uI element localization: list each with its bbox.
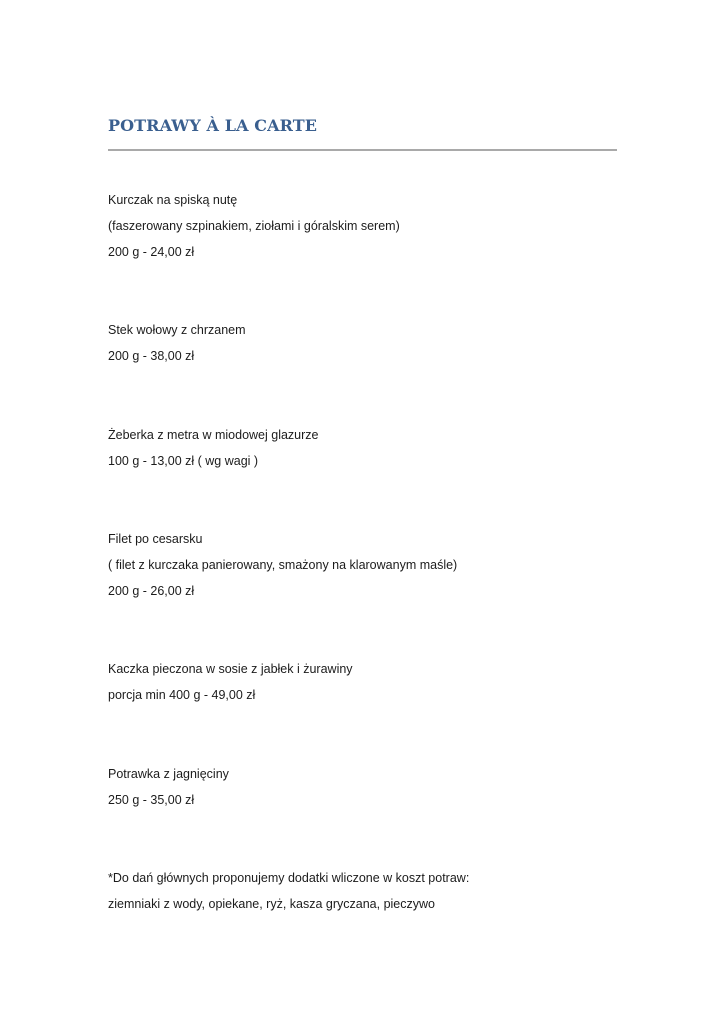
dish-description-filet: ( filet z kurczaka panierowany, smażony na klarowanym maśle) <box>108 558 458 572</box>
title-divider <box>108 149 617 151</box>
dish-description-kurczak: (faszerowany szpinakiem, ziołami i góralskim serem) <box>108 219 400 233</box>
dish-price-zeberka: 100 g - 13,00 zł ( wg wagi ) <box>108 454 259 468</box>
dish-price-filet: 200 g - 26,00 zł <box>108 584 195 598</box>
dish-name-kurczak: Kurczak na spiską nutę <box>108 193 238 207</box>
dish-price-potrawka: 250 g - 35,00 zł <box>108 793 195 807</box>
dish-name-potrawka: Potrawka z jagnięciny <box>108 767 229 781</box>
dish-name-filet: Filet po cesarsku <box>108 532 203 546</box>
dish-name-kaczka: Kaczka pieczona w sosie z jabłek i żurawiny <box>108 662 353 676</box>
dish-name-stek: Stek wołowy z chrzanem <box>108 323 246 337</box>
side-dishes-list: ziemniaki z wody, opiekane, ryż, kasza gryczana, pieczywo <box>108 897 435 911</box>
dish-price-stek: 200 g - 38,00 zł <box>108 349 195 363</box>
dish-price-kurczak: 200 g - 24,00 zł <box>108 245 195 259</box>
dish-name-zeberka: Żeberka z metra w miodowej glazurze <box>108 428 319 442</box>
dish-price-kaczka: porcja min 400 g - 49,00 zł <box>108 688 256 702</box>
side-dishes-note: *Do dań głównych proponujemy dodatki wliczone w koszt potraw: <box>108 871 470 885</box>
page-title: POTRAWY À LA CARTE <box>108 116 318 135</box>
